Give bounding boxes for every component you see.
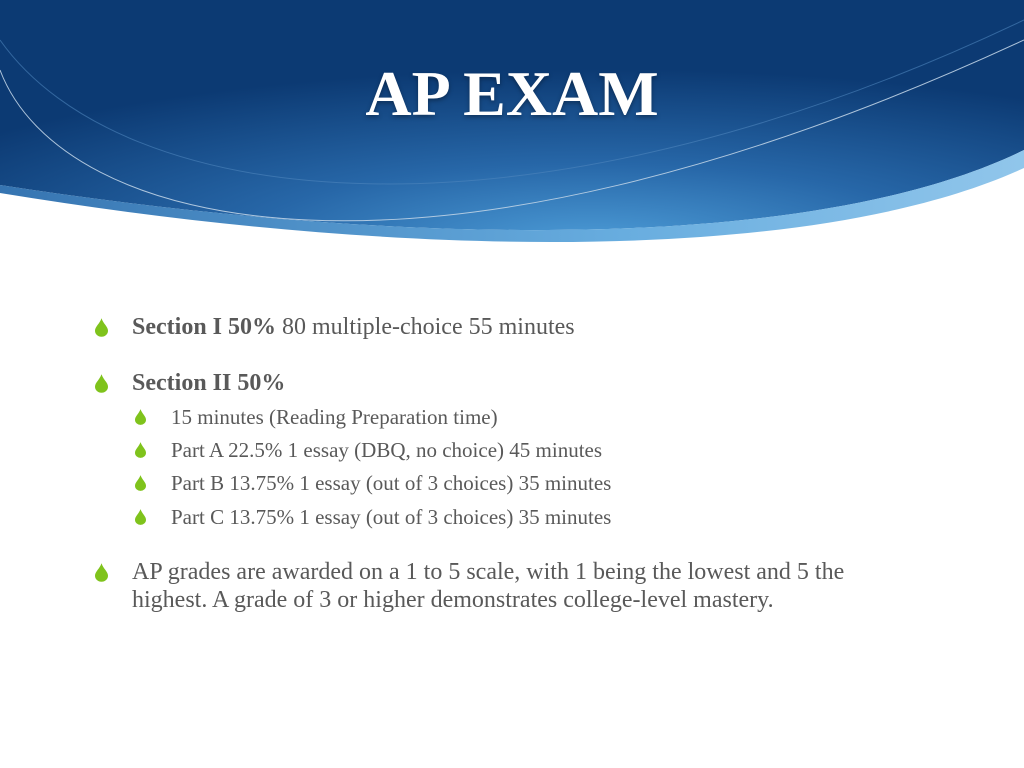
sub-bullet-text: Part A 22.5% 1 essay (DBQ, no choice) 45 minutes xyxy=(171,438,603,462)
green-droplet-icon xyxy=(135,509,146,525)
green-droplet-icon xyxy=(95,318,108,337)
green-droplet-icon xyxy=(95,374,108,393)
sub-bullet-item xyxy=(135,470,895,496)
bullet-section-2 xyxy=(95,369,915,397)
slide-title: AP EXAM xyxy=(365,58,659,129)
grades-text: AP grades are awarded on a 1 to 5 scale, with 1 being the lowest and 5 the highest. A grade of 3 or higher demonstrates college-level mastery. xyxy=(132,559,845,613)
green-droplet-icon xyxy=(135,442,146,458)
sub-bullet-item xyxy=(135,404,895,430)
sub-bullet-text: 15 minutes (Reading Preparation time) xyxy=(171,405,498,429)
sub-bullet-item xyxy=(135,504,895,530)
green-droplet-icon xyxy=(135,475,146,491)
section-1-text: 80 multiple-choice 55 minutes xyxy=(276,314,575,340)
sub-bullet-text: Part C 13.75% 1 essay (out of 3 choices) 35 minutes xyxy=(171,505,612,529)
green-droplet-icon xyxy=(95,563,108,582)
green-droplet-icon xyxy=(135,409,146,425)
bullet-grades xyxy=(95,558,905,614)
bullet-section-1 xyxy=(95,313,915,341)
sub-bullet-item xyxy=(135,437,895,463)
sub-bullet-text: Part B 13.75% 1 essay (out of 3 choices) 35 minutes xyxy=(171,471,612,495)
section-2-label: Section II 50% xyxy=(132,370,286,396)
section-1-label: Section I 50% xyxy=(132,314,276,340)
